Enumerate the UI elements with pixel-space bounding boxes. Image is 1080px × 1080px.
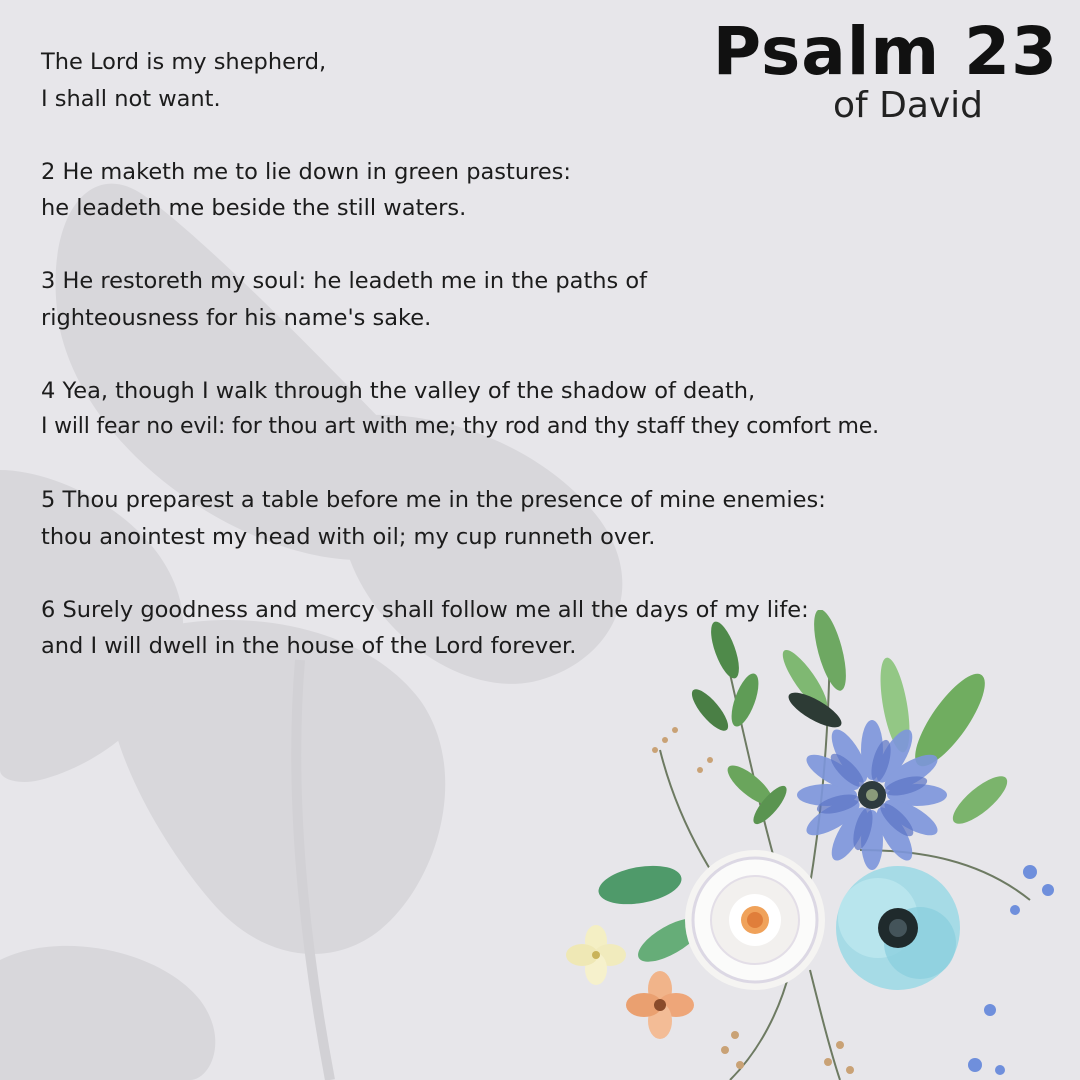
verse-line: 2 He maketh me to lie down in green pastures:	[41, 158, 571, 185]
floral-bouquet-illustration	[560, 610, 1080, 1080]
stanza-5	[41, 482, 1076, 555]
stanza-3	[41, 263, 1076, 336]
verse-line: I shall not want.	[41, 85, 221, 112]
verse-line: The Lord is my shepherd,	[41, 49, 327, 75]
verse-line: thou anointest my head with oil; my cup runneth over.	[41, 523, 656, 550]
verse-line: he leadeth me beside the still waters.	[41, 195, 467, 221]
verse-line: 4 Yea, though I walk through the valley of the shadow of death,	[41, 377, 756, 404]
stanza-4	[41, 373, 1076, 446]
verse-line: 5 Thou preparest a table before me in the presence of mine enemies:	[41, 487, 826, 513]
peach-flower	[626, 971, 694, 1039]
cream-flower	[566, 925, 626, 985]
page-subtitle: of David	[832, 85, 984, 126]
aqua-anemone-flower	[836, 866, 960, 990]
verse-line: I will fear no evil: for thou art with me; thy rod and thy staff they comfort me.	[41, 414, 879, 439]
verse-line: and I will dwell in the house of the Lord forever.	[41, 633, 577, 659]
verse-line: 3 He restoreth my soul: he leadeth me in the paths of	[41, 268, 648, 294]
page-title: Psalm 23	[712, 13, 1058, 90]
verse-line: righteousness for his name's sake.	[41, 304, 432, 331]
psalm-text	[41, 44, 1076, 701]
verse-line: 6 Surely goodness and mercy shall follow me all the days of my life:	[41, 596, 809, 623]
blue-sprigs	[968, 865, 1054, 1075]
stanza-1	[41, 44, 1076, 117]
white-peony-flower	[685, 850, 825, 990]
stanza-2	[41, 154, 1076, 227]
